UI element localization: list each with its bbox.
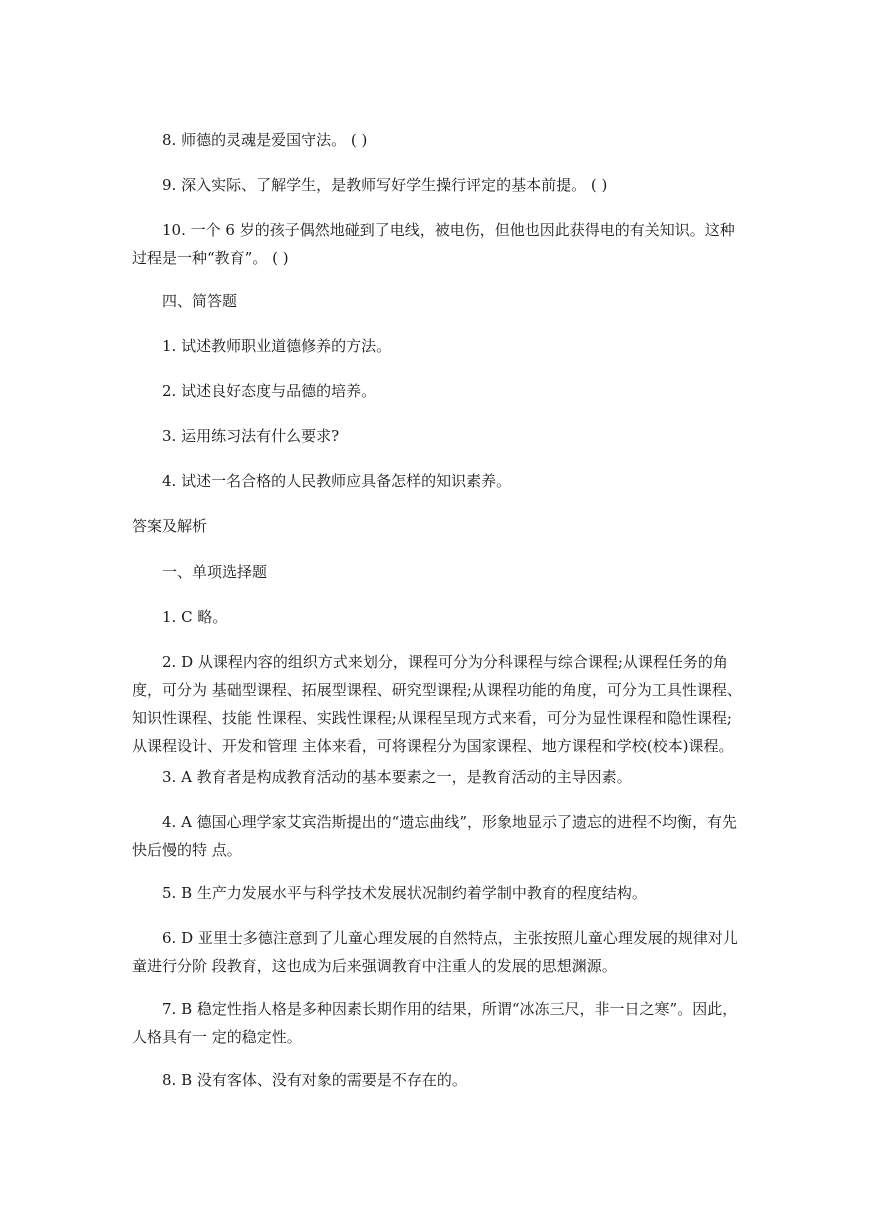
answer-item-3: 3. A 教育者是构成教育活动的基本要素之一，是教育活动的主导因素。 [162,768,632,786]
short-answer-item-2: 2. 试述良好态度与品德的培养。 [162,382,377,400]
answers-heading: 答案及解析 [132,517,208,535]
answer-item-8: 8. B 没有客体、没有对象的需要是不存在的。 [162,1071,467,1089]
section-heading-short-answer: 四、简答题 [162,292,238,310]
answer-item-7: 7. B 稳定性指人格是多种因素长期作用的结果，所谓“冰冻三尺，非一日之寒”。因此，人格具有一 定的稳定性。 [132,1000,738,1046]
judgement-item-10: 10. 一个 6 岁的孩子偶然地碰到了电线，被电伤，但他也因此获得电的有关知识。这种过程是一种“教育”。 ( ) [132,221,735,267]
short-answer-item-4: 4. 试述一名合格的人民教师应具备怎样的知识素养。 [162,472,512,490]
judgement-item-8: 8. 师德的灵魂是爱国守法。 ( ) [162,131,368,149]
answer-item-1: 1. C 略。 [162,608,228,626]
answer-item-4: 4. A 德国心理学家艾宾浩斯提出的“遗忘曲线”，形象地显示了遗忘的进程不均衡，有先快后慢的特 点。 [132,813,738,859]
short-answer-item-3: 3. 运用练习法有什么要求? [162,427,340,445]
section-heading-single-choice: 一、单项选择题 [162,563,268,581]
answer-item-6: 6. D 亚里士多德注意到了儿童心理发展的自然特点，主张按照儿童心理发展的规律对儿童进行分阶 段教育，这也成为后来强调教育中注重人的发展的思想渊源。 [132,929,738,975]
answer-item-5: 5. B 生产力发展水平与科学技术发展状况制约着学制中教育的程度结构。 [162,884,647,902]
short-answer-item-1: 1. 试述教师职业道德修养的方法。 [162,337,392,355]
judgement-item-9: 9. 深入实际、了解学生，是教师写好学生操行评定的基本前提。 ( ) [162,176,608,194]
answer-item-2: 2. D 从课程内容的组织方式来划分，课程可分为分科课程与综合课程;从课程任务的角度，可分为 基础型课程、拓展型课程、研究型课程;从课程功能的角度，可分为工具性课程、知识性课程、技能 性课程、实践性课程;从课程呈现方式来看，可分为显性课程和隐性课程;从课程设计、开发和管理 主体来看，可将课程分为国家课程、地方课程和学校(校本)课程。 [132,653,742,755]
